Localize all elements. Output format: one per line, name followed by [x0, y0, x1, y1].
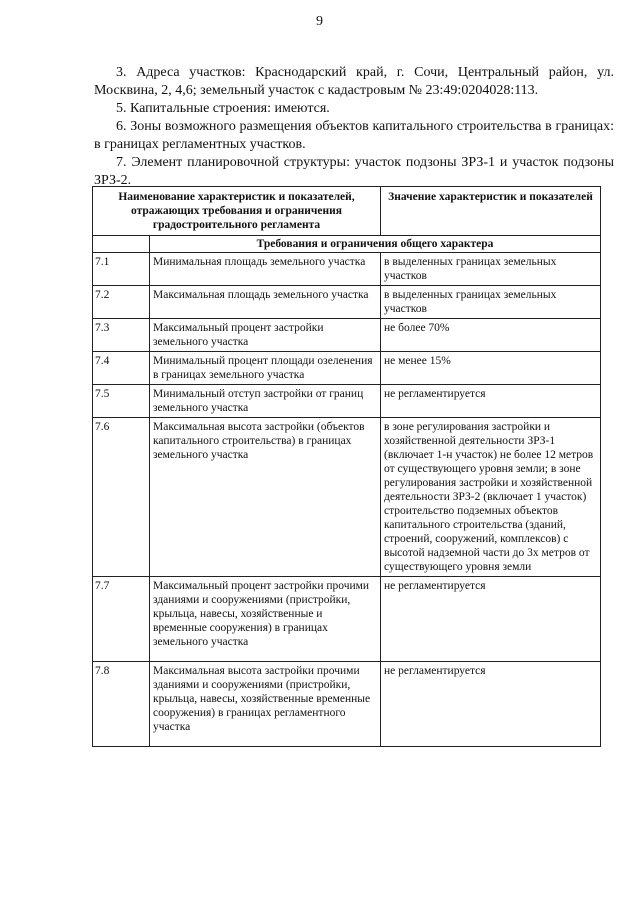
table-row	[93, 286, 601, 319]
header-characteristics: Наименование характеристик и показателей, отражающих требования и ограничения градостроительного регламента	[93, 187, 381, 236]
row-number: 7.3	[93, 319, 150, 352]
row-value: не менее 15%	[381, 352, 601, 385]
table-row	[93, 577, 601, 662]
table-row	[93, 319, 601, 352]
page-number: 9	[316, 14, 323, 29]
row-number: 7.4	[93, 352, 150, 385]
row-name: Максимальный процент застройки земельного участка	[150, 319, 381, 352]
table-row	[93, 385, 601, 418]
row-value: в выделенных границах земельных участков	[381, 286, 601, 319]
regulations-table	[92, 186, 601, 747]
row-number: 7.1	[93, 253, 150, 286]
table-row	[93, 418, 601, 577]
paragraph-placement-zones: 6. Зоны возможного размещения объектов капитального строительства в границах: в границах регламентных участков.	[94, 119, 614, 152]
row-value: не регламентируется	[381, 662, 601, 747]
row-name: Минимальный отступ застройки от границ земельного участка	[150, 385, 381, 418]
row-number: 7.8	[93, 662, 150, 747]
row-value: в зоне регулирования застройки и хозяйственной деятельности ЗРЗ-1 (включает 1-н участок) не более 12 метров от существующего уровня земли; в зоне регулирования застройки и хозяйственной деятельности ЗРЗ-2 (включает 1 участок) строительство подземных объектов капитального строительства (зданий, строений, сооружений, комплексов) с высотой надземной части до 3х метров от существующего уровня земли	[381, 418, 601, 577]
table-row	[93, 662, 601, 747]
section-row	[93, 236, 601, 253]
row-name: Максимальная высота застройки (объектов капитального строительства) в границах земельного участка	[150, 418, 381, 577]
row-name: Максимальная площадь земельного участка	[150, 286, 381, 319]
row-name: Максимальный процент застройки прочими зданиями и сооружениями (пристройки, крыльца, навесы, хозяйственные и временные сооружения) в границах земельного участка	[150, 577, 381, 662]
row-number: 7.7	[93, 577, 150, 662]
row-name: Максимальная высота застройки прочими зданиями и сооружениями (пристройки, крыльца, навесы, хозяйственные временные сооружения) в границах регламентного участка	[150, 662, 381, 747]
row-name: Минимальный процент площади озеленения в границах земельного участка	[150, 352, 381, 385]
header-values: Значение характеристик и показателей	[381, 187, 601, 236]
paragraph-addresses: 3. Адреса участков: Краснодарский край, г. Сочи, Центральный район, ул. Москвина, 2, 4,6; земельный участок с кадастровым № 23:49:0204028:113.	[94, 65, 614, 98]
paragraph-planning-element: 7. Элемент планировочной структуры: участок подзоны ЗРЗ-1 и участок подзоны ЗРЗ-2.	[94, 155, 614, 188]
row-value: не регламентируется	[381, 385, 601, 418]
table-header-row	[93, 187, 601, 236]
row-value: не регламентируется	[381, 577, 601, 662]
row-number: 7.2	[93, 286, 150, 319]
table-row	[93, 253, 601, 286]
row-value: в выделенных границах земельных участков	[381, 253, 601, 286]
section-title: Требования и ограничения общего характера	[150, 236, 601, 253]
row-name: Минимальная площадь земельного участка	[150, 253, 381, 286]
row-number: 7.6	[93, 418, 150, 577]
paragraph-capital-buildings: 5. Капитальные строения: имеются.	[116, 101, 330, 116]
table-row	[93, 352, 601, 385]
row-value: не более 70%	[381, 319, 601, 352]
row-number: 7.5	[93, 385, 150, 418]
